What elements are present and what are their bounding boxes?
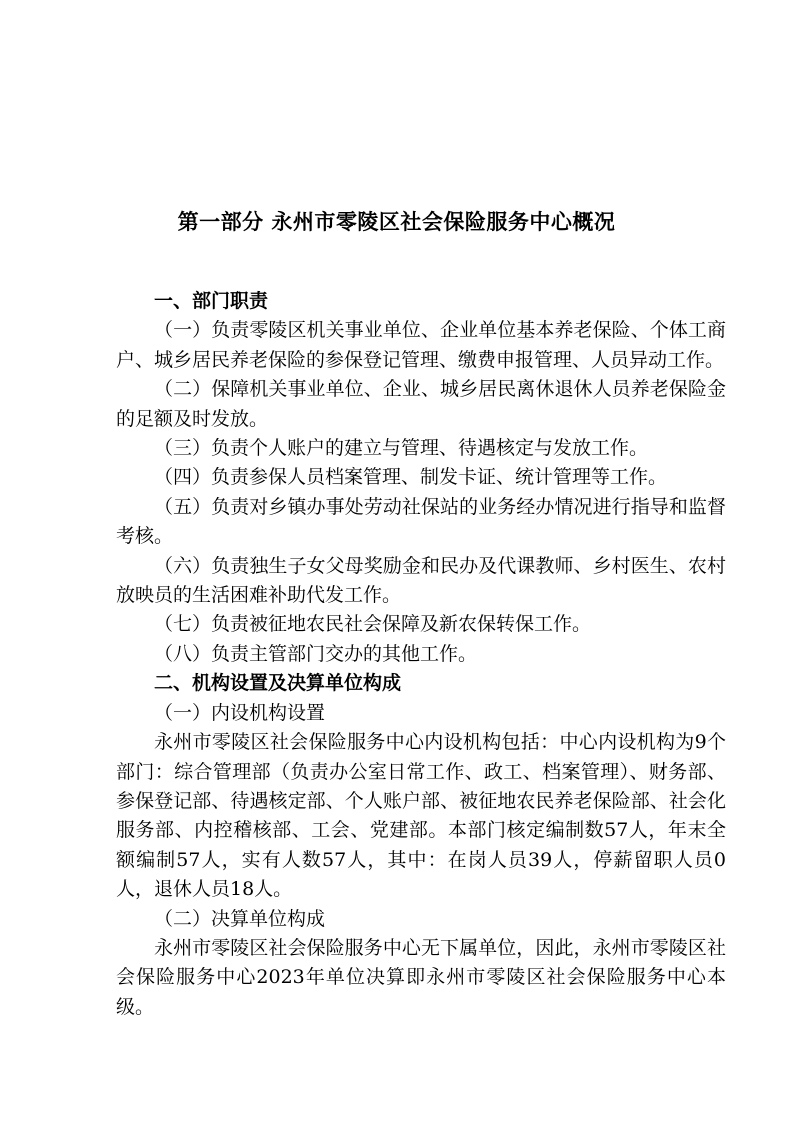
page-title: 第一部分 永州市零陵区社会保险服务中心概况: [177, 210, 616, 234]
duty-item-3: （三）负责个人账户的建立与管理、待遇核定与发放工作。: [154, 437, 649, 460]
duty-item-4: （四）负责参保人员档案管理、制发卡证、统计管理等工作。: [154, 466, 668, 489]
duty-item-1: （一）负责零陵区机关事业单位、企业单位基本养老保险、个体工商户、城乡居民养老保险的参保登记管理、缴费申报管理、人员异动工作。: [116, 319, 726, 371]
units-composition-text: 永州市零陵区社会保险服务中心无下属单位，因此，永州市零陵区社会保险服务中心2023年单位决算即永州市零陵区社会保险服务中心本级。: [116, 936, 726, 1018]
internal-structure-text: 永州市零陵区社会保险服务中心内设机构包括：中心内设机构为9个部门：综合管理部（负责办公室日常工作、政工、档案管理）、财务部、参保登记部、待遇核定部、个人账户部、被征地农民养老保险部、社会化服务部、内控稽核部、工会、党建部。本部门核定编制数57人，年末全额编制57人，实有人数57人，其中：在岗人员39人，停薪留职人员0人，退休人员18人。: [116, 731, 726, 901]
subsection-heading-internal: （一）内设机构设置: [154, 701, 326, 724]
duty-item-6: （六）负责独生子女父母奖励金和民办及代课教师、乡村医生、农村放映员的生活困难补助代发工作。: [116, 554, 726, 607]
document-body: [116, 287, 726, 1022]
duty-item-5: （五）负责对乡镇办事处劳动社保站的业务经办情况进行指导和监督考核。: [116, 495, 726, 548]
duty-item-2: （二）保障机关事业单位、企业、城乡居民离休退休人员养老保险金的足额及时发放。: [116, 378, 726, 430]
section-heading-duties: 一、部门职责: [154, 290, 269, 312]
subsection-heading-units: （二）决算单位构成: [154, 907, 326, 930]
duty-item-8: （八）负责主管部门交办的其他工作。: [154, 642, 478, 665]
section-heading-organization: 二、机构设置及决算单位构成: [154, 672, 402, 695]
duty-item-7: （七）负责被征地农民社会保障及新农保转保工作。: [154, 613, 592, 636]
